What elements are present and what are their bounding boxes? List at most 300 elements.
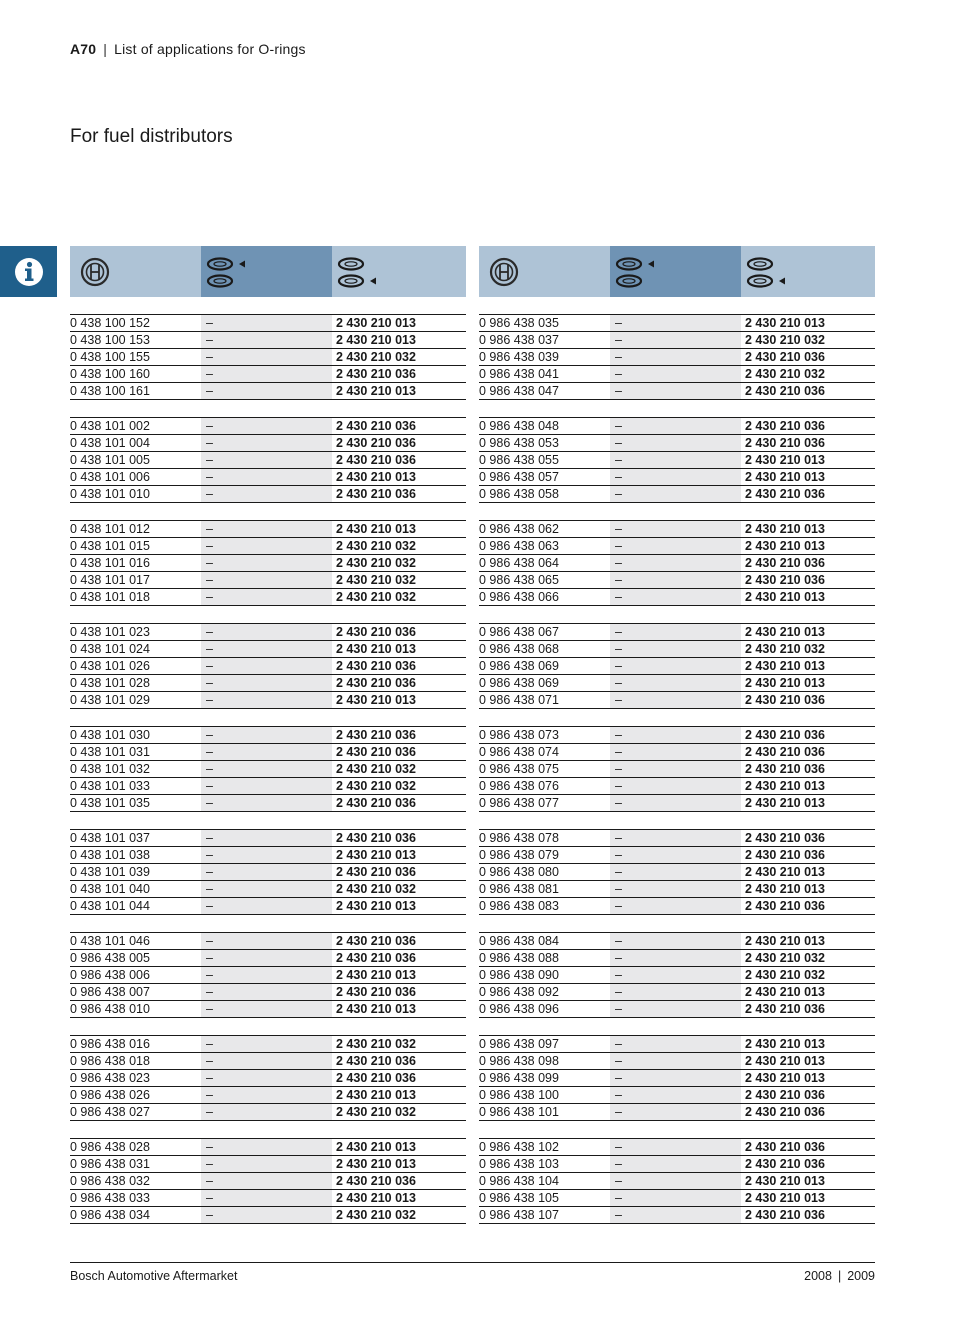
lower-o-ring-part: 2 430 210 032: [336, 1208, 416, 1222]
table-row: [70, 1036, 466, 1053]
upper-o-ring-part: –: [201, 967, 332, 983]
lower-o-ring-part: 2 430 210 013: [745, 1174, 825, 1188]
distributor-part-number: 0 438 101 002: [70, 419, 150, 433]
lower-o-ring-part: 2 430 210 032: [745, 951, 825, 965]
distributor-part-number: 0 986 438 104: [479, 1174, 559, 1188]
o-ring-table-right: [479, 246, 875, 1241]
table-row: [479, 847, 875, 864]
distributor-part-number: 0 438 101 028: [70, 676, 150, 690]
distributor-part-number: 0 986 438 005: [70, 951, 150, 965]
table-row: [479, 383, 875, 400]
lower-o-ring-part: 2 430 210 032: [745, 333, 825, 347]
distributor-part-number: 0 986 438 048: [479, 419, 559, 433]
distributor-part-number: 0 986 438 069: [479, 659, 559, 673]
table-row: [70, 572, 466, 589]
upper-o-ring-part: –: [201, 984, 332, 1000]
lower-o-ring-part: 2 430 210 036: [745, 745, 825, 759]
upper-o-ring-part: –: [201, 847, 332, 863]
distributor-part-number: 0 438 101 016: [70, 556, 150, 570]
table-row: [70, 366, 466, 383]
lower-o-ring-part: 2 430 210 036: [336, 367, 416, 381]
table-row: [479, 521, 875, 538]
header-separator: |: [103, 41, 108, 57]
table-row: [70, 1087, 466, 1104]
lower-o-ring-part: 2 430 210 036: [336, 625, 416, 639]
footer-divider: [70, 1262, 875, 1263]
lower-o-ring-part: 2 430 210 013: [745, 985, 825, 999]
lower-o-ring-part: 2 430 210 013: [336, 522, 416, 536]
table-row: [479, 1087, 875, 1104]
lower-o-ring-part: 2 430 210 036: [745, 556, 825, 570]
table-row: [479, 469, 875, 486]
bosch-logo-cell: [70, 246, 201, 297]
row-group: [70, 314, 466, 400]
lower-o-ring-part: 2 430 210 013: [745, 676, 825, 690]
distributor-part-number: 0 986 438 035: [479, 316, 559, 330]
upper-o-ring-part: –: [610, 521, 741, 537]
lower-o-ring-part: 2 430 210 013: [745, 625, 825, 639]
upper-o-ring-part: –: [201, 1156, 332, 1172]
table-row: [70, 349, 466, 366]
distributor-part-number: 0 438 101 023: [70, 625, 150, 639]
footer-year-end: 2009: [847, 1269, 875, 1283]
table-row: [479, 984, 875, 1001]
table-row: [479, 349, 875, 366]
upper-o-ring-part: –: [201, 778, 332, 794]
info-icon: [14, 257, 44, 287]
table-row: [479, 1156, 875, 1173]
upper-o-ring-part: –: [201, 864, 332, 880]
distributor-part-number: 0 986 438 026: [70, 1088, 150, 1102]
row-group: [479, 623, 875, 709]
distributor-part-number: 0 986 438 016: [70, 1037, 150, 1051]
table-row: [479, 555, 875, 572]
distributor-part-number: 0 986 438 080: [479, 865, 559, 879]
table-row: [479, 1070, 875, 1087]
table-row: [70, 881, 466, 898]
distributor-part-number: 0 438 101 032: [70, 762, 150, 776]
upper-o-ring-part: –: [610, 572, 741, 588]
upper-o-ring-part: –: [610, 589, 741, 605]
page-number: A70: [70, 41, 97, 57]
lower-o-ring-part: 2 430 210 013: [745, 453, 825, 467]
distributor-part-number: 0 986 438 084: [479, 934, 559, 948]
upper-o-ring-part: –: [201, 521, 332, 537]
upper-o-ring-part: –: [201, 589, 332, 605]
row-group: [70, 726, 466, 812]
table-row: [70, 589, 466, 606]
distributor-part-number: 0 986 438 032: [70, 1174, 150, 1188]
upper-o-ring-part: –: [610, 1139, 741, 1155]
footer-publisher: Bosch Automotive Aftermarket: [70, 1269, 238, 1283]
distributor-part-number: 0 986 438 027: [70, 1105, 150, 1119]
row-group: [479, 520, 875, 606]
lower-o-ring-part: 2 430 210 013: [336, 1191, 416, 1205]
table-row: [70, 315, 466, 332]
distributor-part-number: 0 986 438 067: [479, 625, 559, 639]
distributor-part-number: 0 986 438 077: [479, 796, 559, 810]
upper-o-ring-part: –: [201, 538, 332, 554]
upper-o-ring-part: –: [201, 315, 332, 331]
o-ring-upper-header: [610, 246, 741, 297]
upper-o-ring-part: –: [201, 1053, 332, 1069]
distributor-part-number: 0 986 438 037: [479, 333, 559, 347]
distributor-part-number: 0 438 100 160: [70, 367, 150, 381]
lower-o-ring-part: 2 430 210 036: [745, 1157, 825, 1171]
lower-o-ring-part: 2 430 210 036: [336, 865, 416, 879]
table-row: [479, 418, 875, 435]
row-group: [70, 932, 466, 1018]
lower-o-ring-part: 2 430 210 013: [336, 693, 416, 707]
lower-o-ring-part: 2 430 210 036: [745, 487, 825, 501]
upper-o-ring-part: –: [201, 418, 332, 434]
upper-o-ring-part: –: [610, 486, 741, 502]
upper-o-ring-part: –: [610, 950, 741, 966]
upper-o-ring-part: –: [610, 692, 741, 708]
distributor-part-number: 0 438 101 030: [70, 728, 150, 742]
distributor-part-number: 0 986 438 053: [479, 436, 559, 450]
lower-o-ring-part: 2 430 210 013: [745, 865, 825, 879]
upper-o-ring-part: –: [610, 1104, 741, 1120]
distributor-part-number: 0 986 438 100: [479, 1088, 559, 1102]
table-row: [479, 538, 875, 555]
distributor-part-number: 0 986 438 073: [479, 728, 559, 742]
upper-o-ring-part: –: [610, 830, 741, 846]
distributor-part-number: 0 986 438 075: [479, 762, 559, 776]
distributor-part-number: 0 986 438 078: [479, 831, 559, 845]
lower-o-ring-part: 2 430 210 032: [336, 590, 416, 604]
table-row: [70, 692, 466, 709]
distributor-part-number: 0 438 101 012: [70, 522, 150, 536]
distributor-part-number: 0 986 438 033: [70, 1191, 150, 1205]
row-group: [70, 1035, 466, 1121]
table-row: [70, 830, 466, 847]
distributor-part-number: 0 438 101 046: [70, 934, 150, 948]
lower-o-ring-part: 2 430 210 036: [745, 848, 825, 862]
distributor-part-number: 0 986 438 064: [479, 556, 559, 570]
distributor-part-number: 0 438 101 039: [70, 865, 150, 879]
upper-o-ring-part: –: [201, 1001, 332, 1017]
table-row: [70, 727, 466, 744]
lower-o-ring-part: 2 430 210 013: [745, 522, 825, 536]
upper-o-ring-part: –: [610, 847, 741, 863]
distributor-part-number: 0 986 438 092: [479, 985, 559, 999]
upper-o-ring-part: –: [610, 1173, 741, 1189]
table-row: [479, 624, 875, 641]
upper-o-ring-part: –: [201, 898, 332, 914]
table-row: [479, 778, 875, 795]
o-ring-lower-header: [741, 246, 875, 297]
upper-o-ring-part: –: [201, 744, 332, 760]
lower-o-ring-part: 2 430 210 013: [336, 333, 416, 347]
distributor-part-number: 0 986 438 099: [479, 1071, 559, 1085]
table-row: [479, 1190, 875, 1207]
upper-o-ring-part: –: [610, 675, 741, 691]
distributor-part-number: 0 986 438 081: [479, 882, 559, 896]
distributor-part-number: 0 438 101 033: [70, 779, 150, 793]
table-row: [70, 967, 466, 984]
table-row: [479, 1104, 875, 1121]
distributor-part-number: 0 986 438 018: [70, 1054, 150, 1068]
lower-o-ring-part: 2 430 210 036: [336, 419, 416, 433]
distributor-part-number: 0 986 438 010: [70, 1002, 150, 1016]
upper-o-ring-part: –: [201, 1104, 332, 1120]
table-row: [479, 366, 875, 383]
table-row: [479, 864, 875, 881]
row-group: [479, 1138, 875, 1224]
distributor-part-number: 0 438 100 161: [70, 384, 150, 398]
lower-o-ring-part: 2 430 210 036: [336, 676, 416, 690]
distributor-part-number: 0 986 438 076: [479, 779, 559, 793]
lower-o-ring-part: 2 430 210 036: [745, 384, 825, 398]
page-header: [70, 41, 306, 57]
lower-o-ring-part: 2 430 210 036: [336, 1071, 416, 1085]
section-title: For fuel distributors: [70, 126, 233, 147]
upper-o-ring-part: –: [201, 641, 332, 657]
upper-o-ring-part: –: [201, 795, 332, 811]
lower-o-ring-part: 2 430 210 013: [336, 1002, 416, 1016]
distributor-part-number: 0 438 101 031: [70, 745, 150, 759]
distributor-part-number: 0 986 438 065: [479, 573, 559, 587]
lower-o-ring-part: 2 430 210 013: [745, 882, 825, 896]
table-row: [70, 1173, 466, 1190]
upper-o-ring-part: –: [610, 778, 741, 794]
lower-o-ring-part: 2 430 210 032: [336, 573, 416, 587]
table-row: [479, 658, 875, 675]
table-row: [479, 1001, 875, 1018]
table-row: [70, 452, 466, 469]
upper-o-ring-part: –: [201, 830, 332, 846]
upper-o-ring-part: –: [201, 1207, 332, 1223]
lower-o-ring-part: 2 430 210 013: [745, 779, 825, 793]
upper-o-ring-part: –: [610, 349, 741, 365]
table-row: [479, 641, 875, 658]
o-ring-upper-icon: [206, 252, 250, 292]
distributor-part-number: 0 986 438 103: [479, 1157, 559, 1171]
distributor-part-number: 0 438 101 024: [70, 642, 150, 656]
table-row: [70, 847, 466, 864]
lower-o-ring-part: 2 430 210 036: [745, 350, 825, 364]
lower-o-ring-part: 2 430 210 036: [745, 1105, 825, 1119]
distributor-part-number: 0 438 101 040: [70, 882, 150, 896]
upper-o-ring-part: –: [201, 950, 332, 966]
lower-o-ring-part: 2 430 210 032: [745, 968, 825, 982]
table-row: [479, 1207, 875, 1224]
distributor-part-number: 0 986 438 098: [479, 1054, 559, 1068]
lower-o-ring-part: 2 430 210 013: [745, 470, 825, 484]
lower-o-ring-part: 2 430 210 032: [745, 642, 825, 656]
table-row: [70, 658, 466, 675]
upper-o-ring-part: –: [201, 469, 332, 485]
upper-o-ring-part: –: [610, 624, 741, 640]
lower-o-ring-part: 2 430 210 036: [336, 1054, 416, 1068]
table-row: [70, 435, 466, 452]
distributor-part-number: 0 438 101 005: [70, 453, 150, 467]
row-group: [479, 1035, 875, 1121]
row-group: [70, 1138, 466, 1224]
lower-o-ring-part: 2 430 210 013: [336, 384, 416, 398]
upper-o-ring-part: –: [201, 692, 332, 708]
lower-o-ring-part: 2 430 210 013: [336, 848, 416, 862]
table-row: [479, 898, 875, 915]
distributor-part-number: 0 986 438 028: [70, 1140, 150, 1154]
table-row: [479, 1053, 875, 1070]
distributor-part-number: 0 986 438 096: [479, 1002, 559, 1016]
lower-o-ring-part: 2 430 210 013: [745, 316, 825, 330]
table-row: [479, 727, 875, 744]
upper-o-ring-part: –: [610, 452, 741, 468]
table-row: [479, 435, 875, 452]
table-row: [479, 692, 875, 709]
lower-o-ring-part: 2 430 210 013: [745, 1037, 825, 1051]
distributor-part-number: 0 438 101 004: [70, 436, 150, 450]
distributor-part-number: 0 986 438 034: [70, 1208, 150, 1222]
upper-o-ring-part: –: [610, 967, 741, 983]
upper-o-ring-part: –: [610, 658, 741, 674]
table-row: [70, 950, 466, 967]
distributor-part-number: 0 986 438 101: [479, 1105, 559, 1119]
upper-o-ring-part: –: [610, 418, 741, 434]
upper-o-ring-part: –: [610, 538, 741, 554]
o-ring-upper-icon: [615, 252, 659, 292]
upper-o-ring-part: –: [201, 658, 332, 674]
distributor-part-number: 0 986 438 066: [479, 590, 559, 604]
o-ring-lower-icon: [337, 252, 381, 292]
lower-o-ring-part: 2 430 210 032: [336, 350, 416, 364]
distributor-part-number: 0 438 101 015: [70, 539, 150, 553]
table-row: [70, 332, 466, 349]
table-row: [70, 744, 466, 761]
table-row: [70, 761, 466, 778]
lower-o-ring-part: 2 430 210 032: [336, 1037, 416, 1051]
distributor-part-number: 0 438 101 010: [70, 487, 150, 501]
distributor-part-number: 0 986 438 058: [479, 487, 559, 501]
table-row: [479, 967, 875, 984]
upper-o-ring-part: –: [610, 898, 741, 914]
upper-o-ring-part: –: [201, 349, 332, 365]
upper-o-ring-part: –: [201, 761, 332, 777]
table-row: [70, 521, 466, 538]
table-row: [70, 555, 466, 572]
distributor-part-number: 0 986 438 107: [479, 1208, 559, 1222]
table-row: [70, 675, 466, 692]
lower-o-ring-part: 2 430 210 013: [745, 539, 825, 553]
table-row: [70, 1207, 466, 1224]
table-row: [70, 1156, 466, 1173]
upper-o-ring-part: –: [610, 864, 741, 880]
table-row: [479, 486, 875, 503]
bosch-logo-icon: [80, 257, 110, 287]
lower-o-ring-part: 2 430 210 036: [745, 1088, 825, 1102]
table-header: [479, 246, 875, 297]
lower-o-ring-part: 2 430 210 036: [336, 951, 416, 965]
distributor-part-number: 0 438 101 038: [70, 848, 150, 862]
table-row: [70, 864, 466, 881]
distributor-part-number: 0 986 438 088: [479, 951, 559, 965]
lower-o-ring-part: 2 430 210 032: [336, 539, 416, 553]
distributor-part-number: 0 986 438 069: [479, 676, 559, 690]
lower-o-ring-part: 2 430 210 013: [336, 899, 416, 913]
upper-o-ring-part: –: [610, 332, 741, 348]
row-group: [479, 932, 875, 1018]
lower-o-ring-part: 2 430 210 036: [336, 745, 416, 759]
lower-o-ring-part: 2 430 210 013: [745, 659, 825, 673]
upper-o-ring-part: –: [610, 366, 741, 382]
distributor-part-number: 0 986 438 071: [479, 693, 559, 707]
row-group: [479, 829, 875, 915]
upper-o-ring-part: –: [201, 933, 332, 949]
lower-o-ring-part: 2 430 210 013: [336, 968, 416, 982]
upper-o-ring-part: –: [610, 1036, 741, 1052]
lower-o-ring-part: 2 430 210 036: [336, 934, 416, 948]
upper-o-ring-part: –: [610, 1207, 741, 1223]
table-row: [70, 1053, 466, 1070]
distributor-part-number: 0 438 101 044: [70, 899, 150, 913]
upper-o-ring-part: –: [610, 315, 741, 331]
distributor-part-number: 0 986 438 062: [479, 522, 559, 536]
lower-o-ring-part: 2 430 210 013: [745, 590, 825, 604]
o-ring-upper-header: [201, 246, 332, 297]
lower-o-ring-part: 2 430 210 036: [336, 796, 416, 810]
table-row: [70, 641, 466, 658]
lower-o-ring-part: 2 430 210 036: [336, 831, 416, 845]
o-ring-lower-icon: [746, 252, 790, 292]
distributor-part-number: 0 438 100 152: [70, 316, 150, 330]
table-row: [479, 332, 875, 349]
upper-o-ring-part: –: [201, 486, 332, 502]
distributor-part-number: 0 986 438 057: [479, 470, 559, 484]
table-row: [479, 1173, 875, 1190]
upper-o-ring-part: –: [201, 881, 332, 897]
table-header: [70, 246, 466, 297]
info-tab: [0, 246, 57, 297]
upper-o-ring-part: –: [201, 383, 332, 399]
upper-o-ring-part: –: [610, 435, 741, 451]
distributor-part-number: 0 438 101 029: [70, 693, 150, 707]
table-row: [70, 1070, 466, 1087]
upper-o-ring-part: –: [201, 452, 332, 468]
lower-o-ring-part: 2 430 210 013: [745, 1071, 825, 1085]
lower-o-ring-part: 2 430 210 013: [745, 1054, 825, 1068]
table-row: [479, 950, 875, 967]
distributor-part-number: 0 438 100 153: [70, 333, 150, 347]
table-row: [479, 675, 875, 692]
lower-o-ring-part: 2 430 210 032: [336, 779, 416, 793]
upper-o-ring-part: –: [201, 572, 332, 588]
upper-o-ring-part: –: [610, 744, 741, 760]
lower-o-ring-part: 2 430 210 013: [336, 642, 416, 656]
table-row: [70, 383, 466, 400]
upper-o-ring-part: –: [610, 469, 741, 485]
table-row: [70, 624, 466, 641]
upper-o-ring-part: –: [201, 1139, 332, 1155]
lower-o-ring-part: 2 430 210 013: [745, 1191, 825, 1205]
distributor-part-number: 0 986 438 023: [70, 1071, 150, 1085]
lower-o-ring-part: 2 430 210 036: [336, 728, 416, 742]
table-row: [70, 538, 466, 555]
table-row: [70, 418, 466, 435]
table-row: [479, 830, 875, 847]
upper-o-ring-part: –: [610, 933, 741, 949]
lower-o-ring-part: 2 430 210 032: [336, 1105, 416, 1119]
table-row: [70, 795, 466, 812]
table-row: [70, 1001, 466, 1018]
bosch-logo-icon: [489, 257, 519, 287]
lower-o-ring-part: 2 430 210 036: [745, 436, 825, 450]
table-body: [479, 314, 875, 1224]
footer-separator: |: [837, 1269, 842, 1283]
upper-o-ring-part: –: [610, 881, 741, 897]
